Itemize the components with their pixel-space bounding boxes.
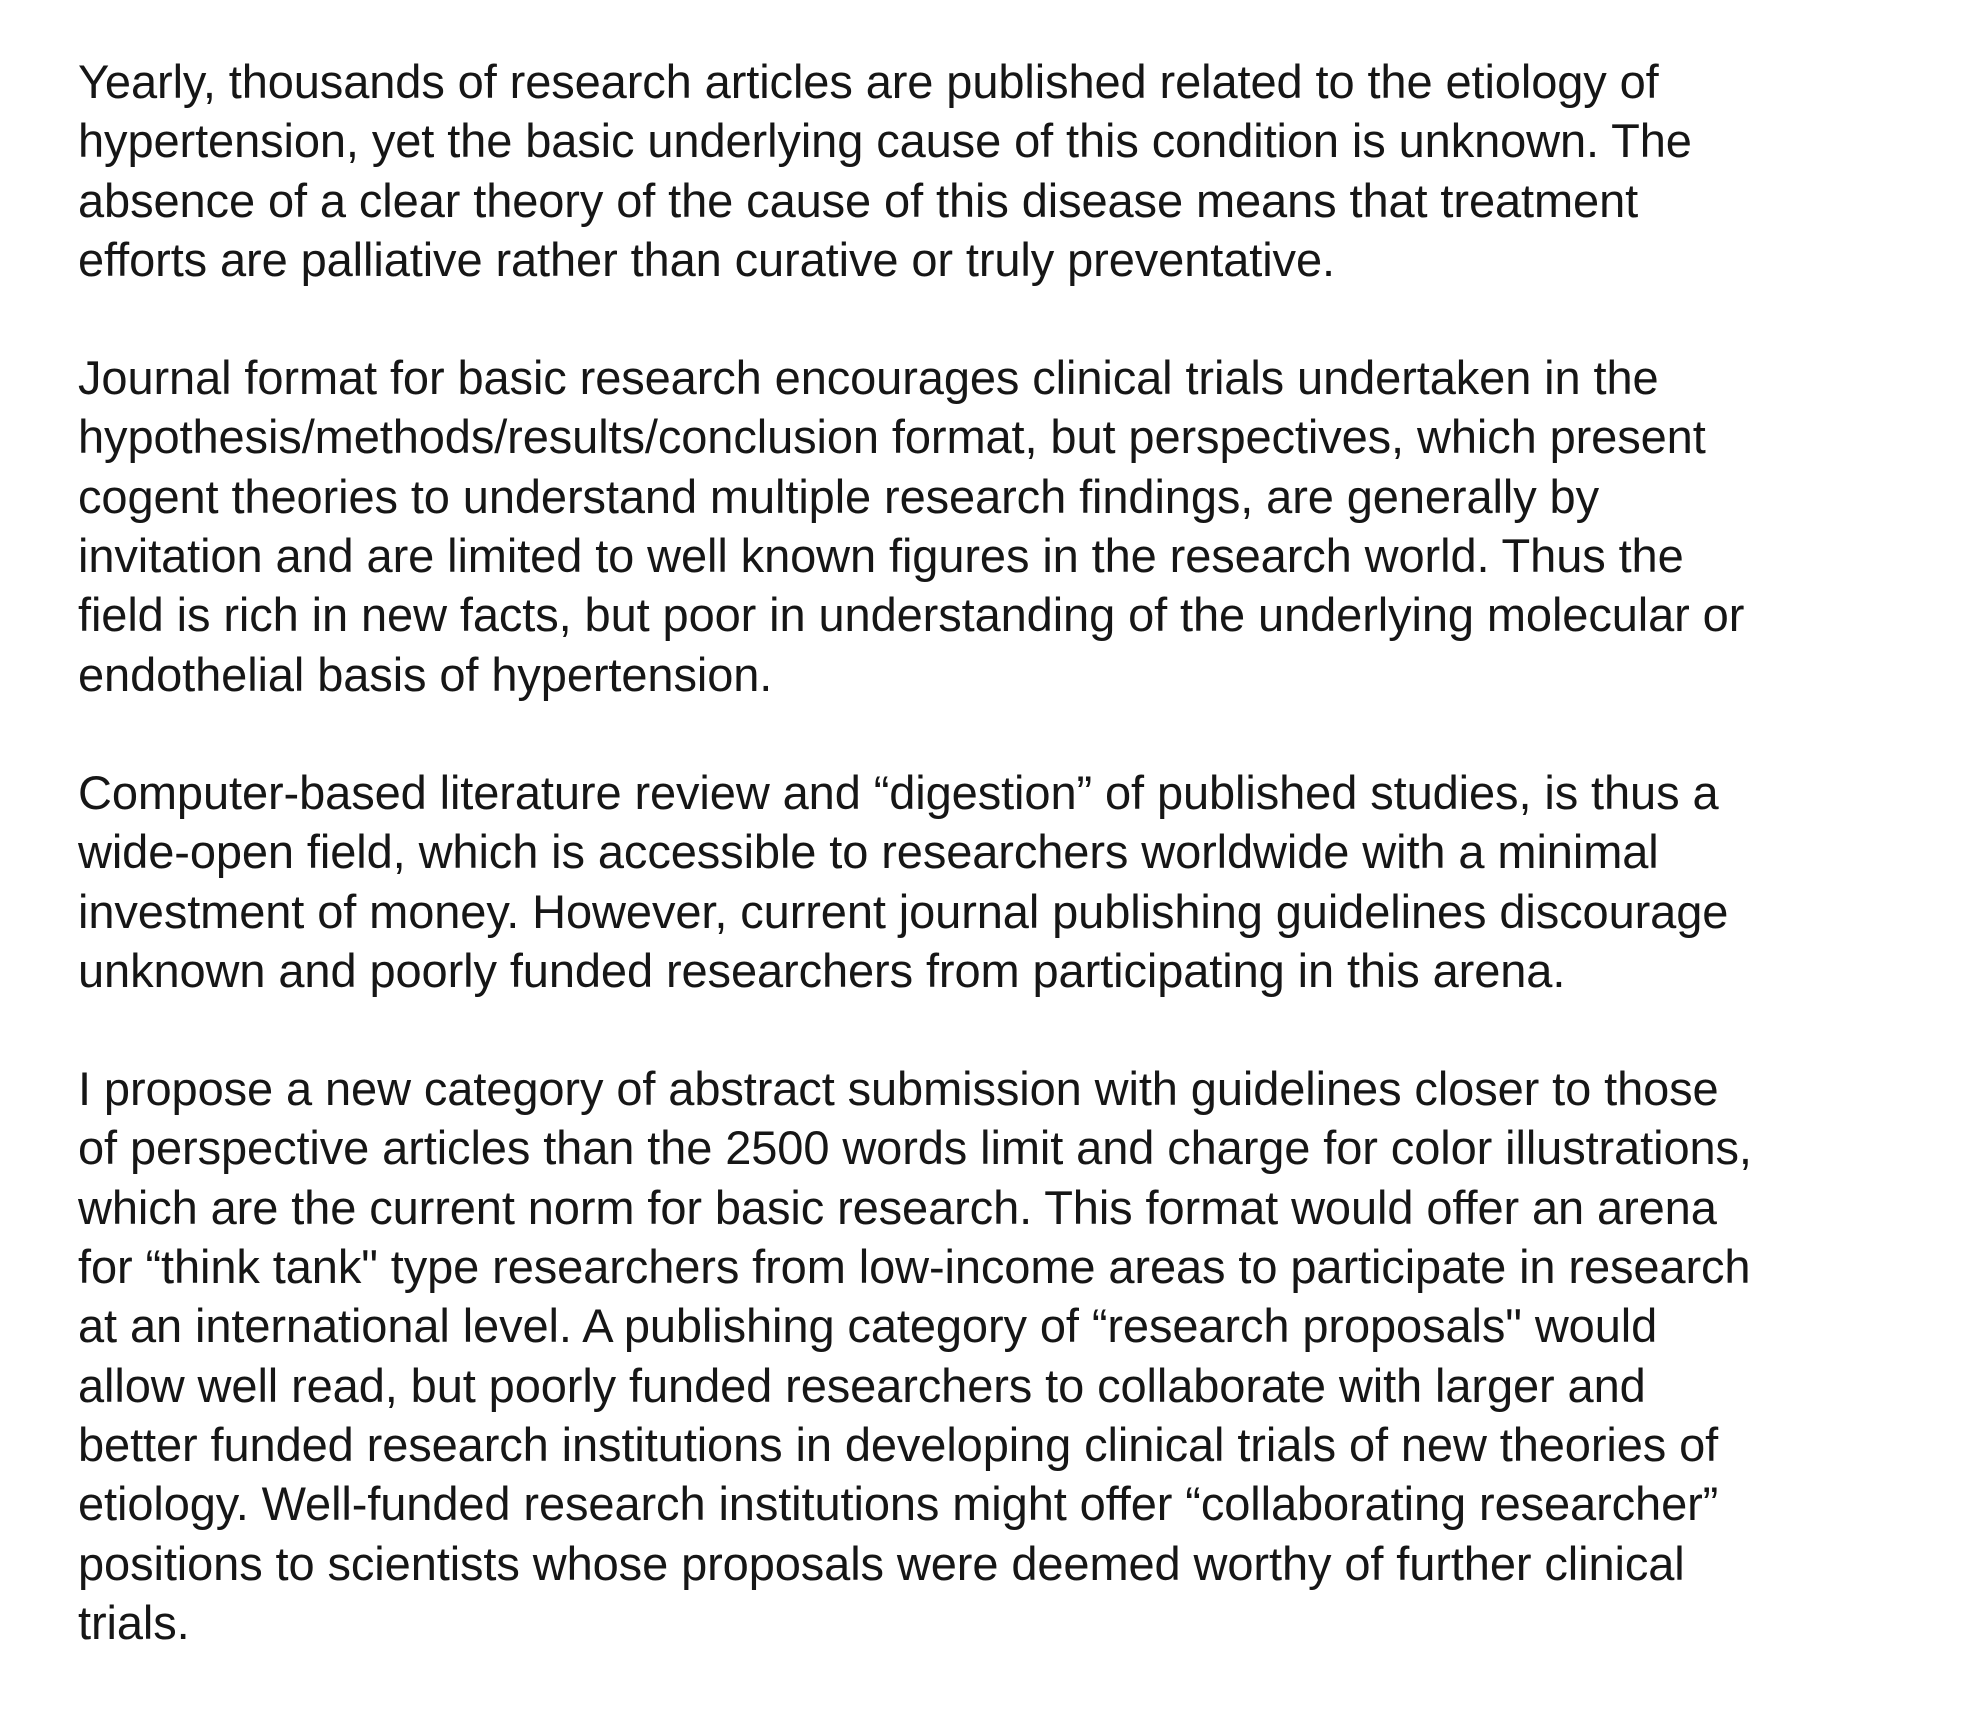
text-line: absence of a clear theory of the cause of this disease means that treatment xyxy=(78,173,1639,227)
text-line: unknown and poorly funded researchers from participating in this arena. xyxy=(78,943,1566,997)
text-line: at an international level. A publishing category of “research proposals" would xyxy=(78,1299,1658,1353)
text-line: invitation and are limited to well known figures in the research world. Thus the xyxy=(78,529,1684,583)
text-line: endothelial basis of hypertension. xyxy=(78,647,773,701)
text-line: I propose a new category of abstract submission with guidelines closer to those xyxy=(78,1062,1719,1116)
text-line: positions to scientists whose proposals were deemed worthy of further clinical xyxy=(78,1536,1685,1590)
text-line: etiology. Well-funded research institutions might offer “collaborating researcher” xyxy=(78,1477,1719,1531)
text-line: Journal format for basic research encourages clinical trials undertaken in the xyxy=(78,351,1659,405)
paragraph-1 xyxy=(78,52,1958,289)
text-line: which are the current norm for basic research. This format would offer an arena xyxy=(78,1180,1717,1234)
text-line: better funded research institutions in developing clinical trials of new theories of xyxy=(78,1417,1719,1471)
paragraph-2 xyxy=(78,348,1958,704)
text-line: allow well read, but poorly funded researchers to collaborate with larger and xyxy=(78,1358,1646,1412)
text-line: of perspective articles than the 2500 words limit and charge for color illustrations, xyxy=(78,1121,1752,1175)
text-line: investment of money. However, current journal publishing guidelines discourage xyxy=(78,884,1729,938)
text-line: trials. xyxy=(78,1595,190,1649)
text-line: hypertension, yet the basic underlying cause of this condition is unknown. The xyxy=(78,114,1692,168)
text-line: Yearly, thousands of research articles are published related to the etiology of xyxy=(78,55,1659,108)
document-body xyxy=(78,52,1958,1711)
text-line: efforts are palliative rather than curative or truly preventative. xyxy=(78,232,1335,286)
text-line: cogent theories to understand multiple research findings, are generally by xyxy=(78,469,1599,523)
paragraph-3 xyxy=(78,763,1958,1000)
text-line: field is rich in new facts, but poor in understanding of the underlying molecular or xyxy=(78,588,1745,642)
text-line: for “think tank" type researchers from low-income areas to participate in research xyxy=(78,1240,1751,1294)
text-line: Computer-based literature review and “digestion” of published studies, is thus a xyxy=(78,765,1719,819)
text-line: hypothesis/methods/results/conclusion format, but perspectives, which present xyxy=(78,410,1706,464)
text-line: wide-open field, which is accessible to researchers worldwide with a minimal xyxy=(78,825,1659,879)
paragraph-4 xyxy=(78,1059,1958,1652)
